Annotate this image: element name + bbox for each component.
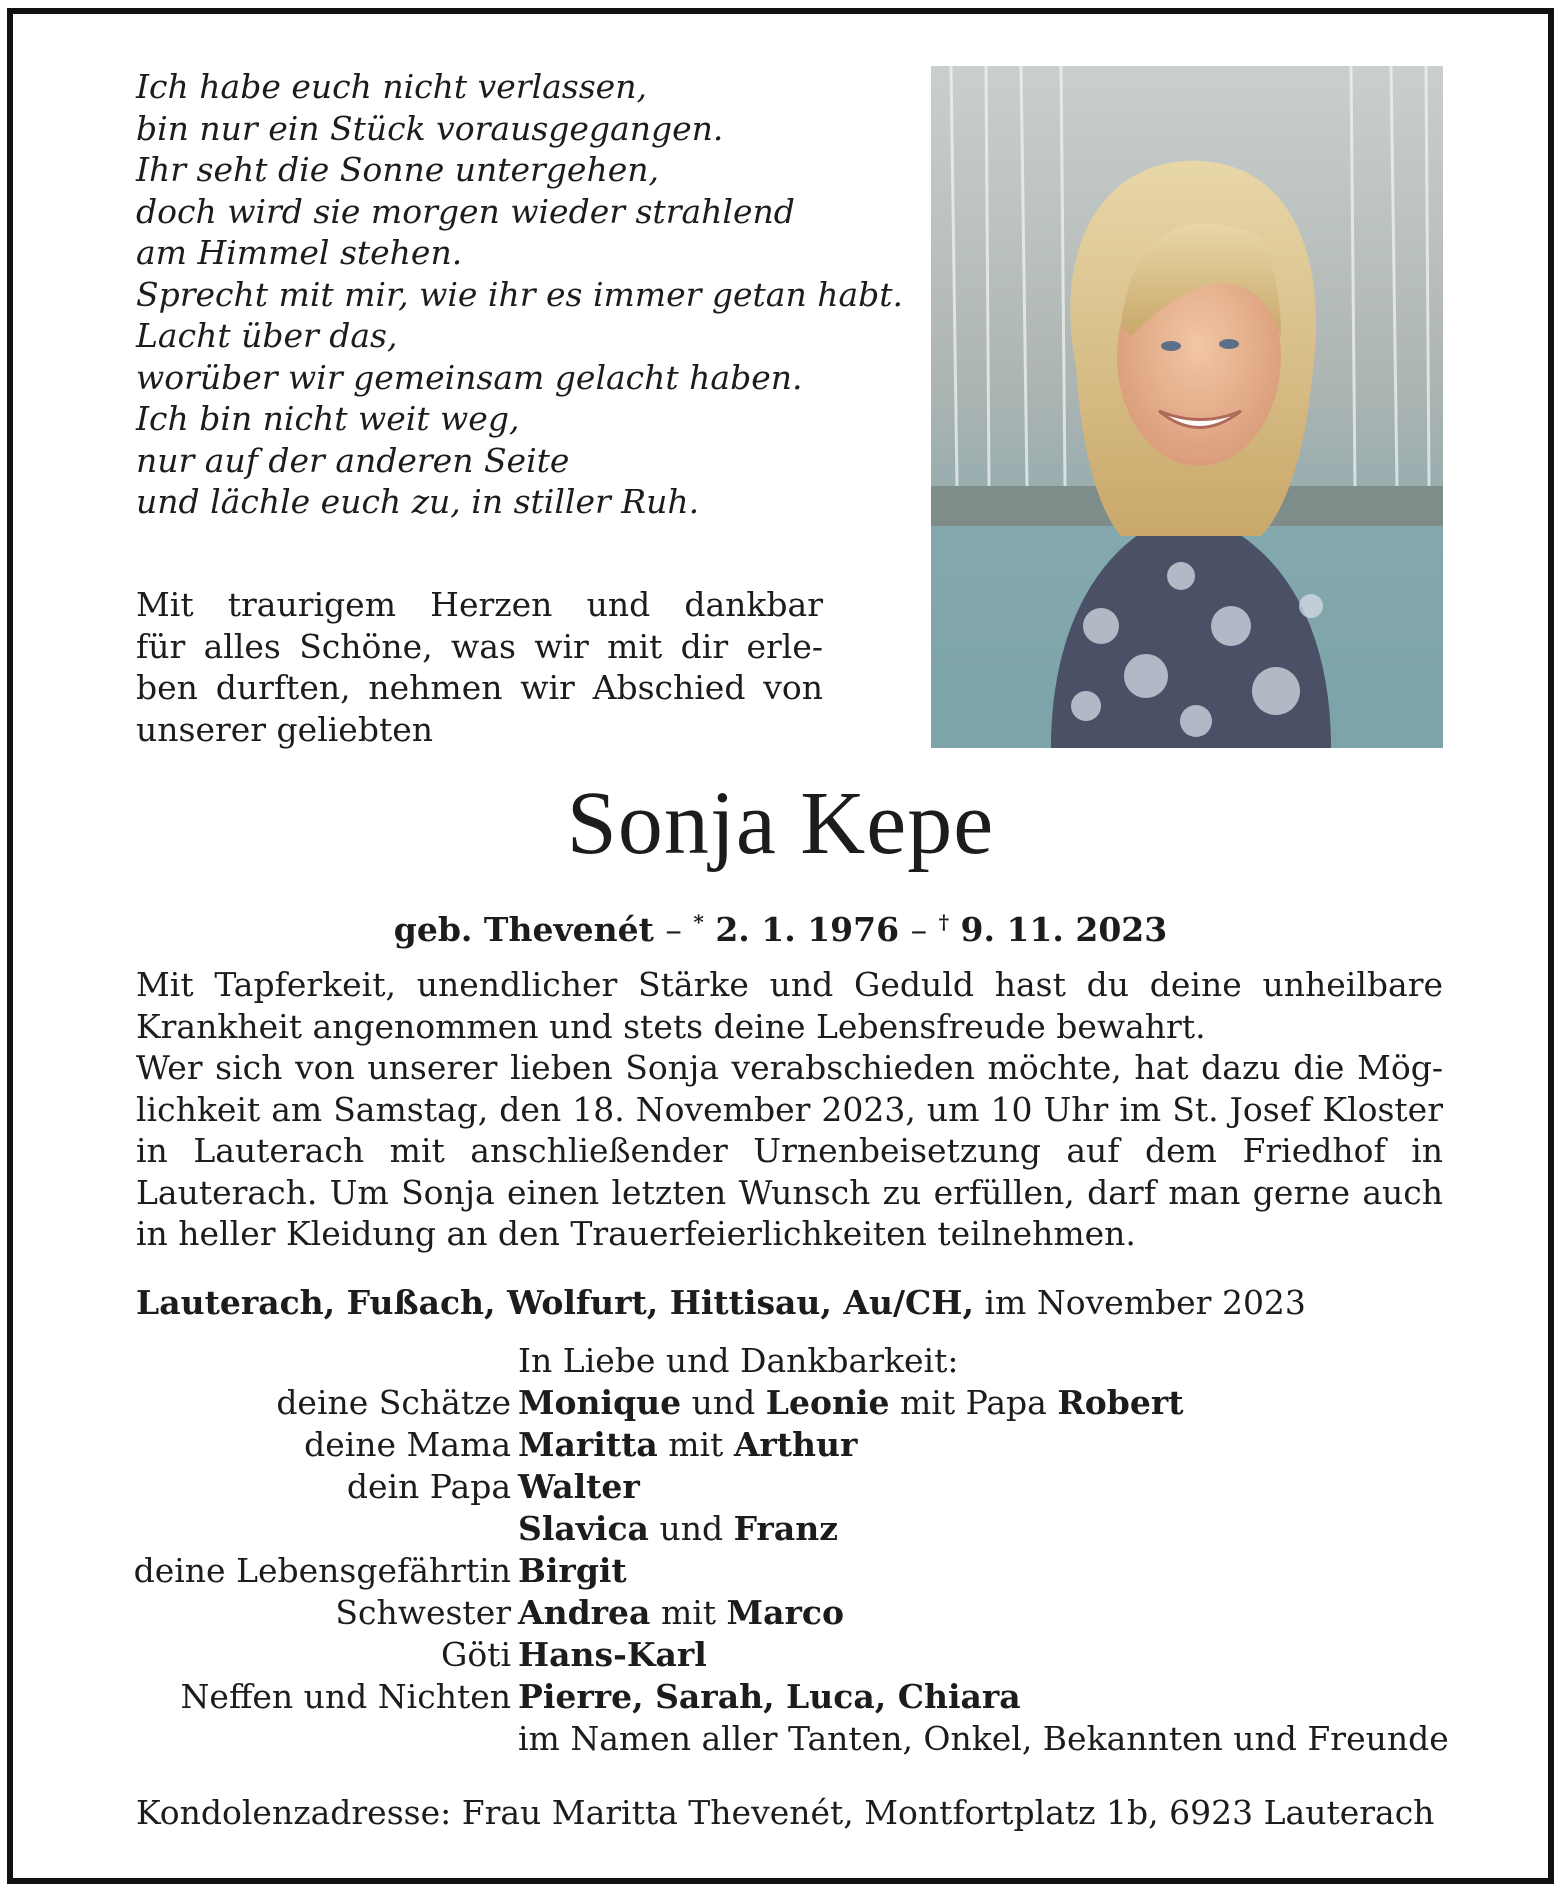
towns: Lauterach, Fußach, Wolfurt, Hittisau, Au/CH, (136, 1283, 974, 1322)
family-name: Leonie (765, 1383, 890, 1422)
intro-line: für alles Schöne, was wir mit dir erle- (136, 626, 823, 666)
poem-line: Ihr seht die Sonne untergehen, (136, 150, 659, 189)
obituary-notice (7, 8, 1554, 1884)
separator: – (910, 910, 928, 949)
poem-line: worüber wir gemeinsam gelacht haben. (136, 357, 803, 397)
relation: Neffen und Nichten (180, 1677, 511, 1716)
life-dates (13, 900, 1548, 952)
relation: deine Schätze (276, 1383, 511, 1422)
family-name: Robert (1057, 1383, 1184, 1422)
poem-line: Ich habe euch nicht verlassen, (136, 67, 647, 106)
relation: Schwester (335, 1593, 511, 1632)
poem-line: bin nur ein Stück vorausgegangen. (136, 108, 724, 148)
connector: mit (660, 1593, 717, 1632)
family-name: Arthur (733, 1425, 858, 1464)
intro-line: ben durften, nehmen wir Abschied von (136, 668, 823, 707)
relation: Göti (440, 1635, 511, 1674)
family-row (13, 1508, 1548, 1550)
poem-line: nur auf der anderen Seite (136, 440, 570, 480)
body-line: in Lauterach mit anschließender Urnenbeisetzung auf dem Friedhof in (136, 1131, 1443, 1170)
body-line: in heller Kleidung an den Trauerfeierlichkeiten teilnehmen. (136, 1214, 1136, 1253)
poem-line: Ich bin nicht weit weg, (136, 399, 520, 438)
family-name: Marco (726, 1593, 844, 1632)
maiden-name: geb. Thevenét (393, 910, 654, 949)
family-list (13, 1340, 1548, 1760)
poem-line: und lächle euch zu, in stiller Ruh. (136, 482, 700, 521)
relation: deine Mama (304, 1425, 511, 1464)
poem-line: Sprecht mit mir, wie ihr es immer getan habt. (136, 274, 904, 314)
intro-text (136, 584, 823, 750)
condolence-address: Kondolenzadresse: Frau Maritta Thevenét, Montfortplatz 1b, 6923 Lauterach (136, 1793, 1435, 1832)
relation: deine Lebensgefährtin (133, 1551, 511, 1590)
body-line: lichkeit am Samstag, den 18. November 2023, um 10 Uhr im St. Josef Kloster (136, 1089, 1443, 1129)
connector: und (659, 1509, 724, 1548)
body-line: Mit Tapferkeit, unendlicher Stärke und Geduld hast du deine unheilbare (136, 965, 1443, 1004)
family-name: Pierre, Sarah, Luca, Chiara (518, 1677, 1021, 1716)
family-name: Maritta (518, 1425, 658, 1464)
family-row (13, 1550, 1548, 1592)
separator: – (665, 910, 682, 949)
family-row (13, 1382, 1548, 1424)
family-name: Hans-Karl (518, 1635, 707, 1674)
death-date: 9. 11. 2023 (960, 910, 1168, 949)
relation: dein Papa (346, 1467, 511, 1506)
body-text (136, 964, 1443, 1255)
family-row (13, 1676, 1548, 1718)
poem (136, 66, 904, 523)
connector: und (691, 1383, 756, 1422)
notice-date: im November 2023 (984, 1283, 1306, 1322)
connector: mit Papa (900, 1383, 1047, 1422)
body-line: Lauterach. Um Sonja einen letzten Wunsch zu erfüllen, darf man gerne auch (136, 1172, 1443, 1212)
body-line: Wer sich von unserer lieben Sonja verabschieden möchte, hat dazu die Mög- (136, 1048, 1443, 1087)
portrait-photo (931, 66, 1443, 748)
family-name: Andrea (518, 1593, 651, 1632)
family-row (13, 1634, 1548, 1676)
family-name: Birgit (518, 1551, 627, 1590)
deceased-name: Sonja Kepe (566, 774, 995, 873)
body-line: Krankheit angenommen und stets deine Lebensfreude bewahrt. (136, 1006, 1206, 1046)
place-and-date (136, 1282, 1436, 1324)
connector: mit (668, 1425, 724, 1464)
family-name: Slavica (518, 1509, 649, 1548)
family-name: Walter (518, 1467, 640, 1506)
family-name: Monique (518, 1383, 682, 1422)
poem-line: Lacht über das, (136, 316, 398, 355)
family-row (13, 1424, 1548, 1466)
family-name: Franz (733, 1509, 838, 1548)
family-row (13, 1592, 1548, 1634)
birth-symbol: * (693, 910, 704, 934)
poem-line: am Himmel stehen. (136, 233, 463, 272)
poem-line: doch wird sie morgen wieder strahlend (136, 191, 795, 231)
birth-date: 2. 1. 1976 (715, 910, 900, 949)
family-closing: im Namen aller Tanten, Onkel, Bekannten und Freunde (518, 1719, 1449, 1758)
intro-line: Mit traurigem Herzen und dankbar (136, 585, 823, 624)
death-symbol: † (938, 910, 950, 934)
family-row (13, 1466, 1548, 1508)
family-heading: In Liebe und Dankbarkeit: (518, 1341, 959, 1380)
intro-line: unserer geliebten (136, 709, 433, 749)
